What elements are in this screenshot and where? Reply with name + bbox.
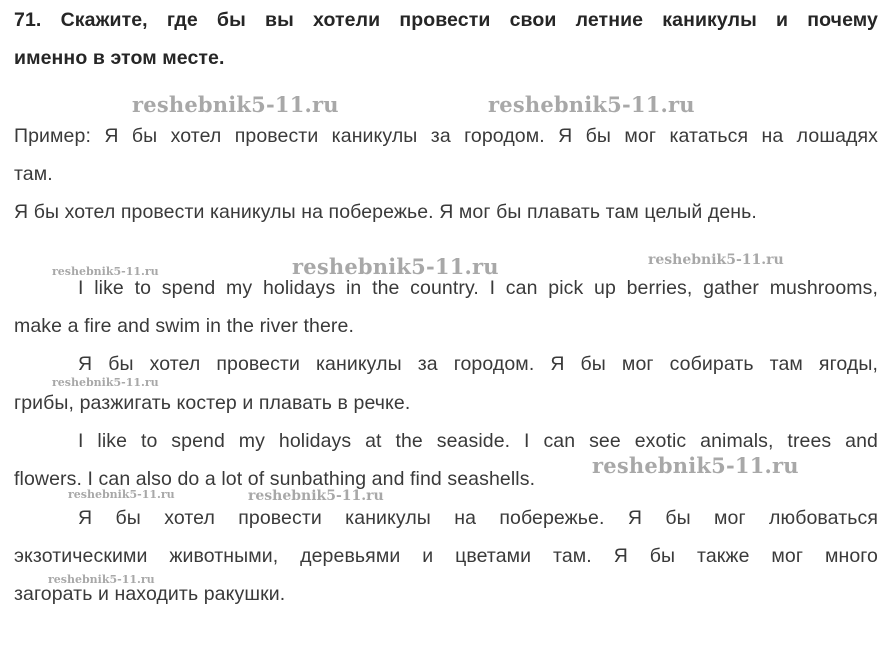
watermark-text: reshebnik5-11.ru xyxy=(132,92,339,117)
example-line-1: Пример: Я бы хотел провести каникулы за городом. Я бы мог кататься на лошадях xyxy=(14,125,878,147)
watermark-text: reshebnik5-11.ru xyxy=(52,376,159,389)
watermark-text: reshebnik5-11.ru xyxy=(592,453,799,478)
watermark-text: reshebnik5-11.ru xyxy=(68,488,175,501)
answer2-en-line-2: flowers. I can also do a lot of sunbathing and find seashells. xyxy=(14,468,536,490)
task-heading-line-2: именно в этом месте. xyxy=(14,47,225,69)
watermark-text: reshebnik5-11.ru xyxy=(248,488,384,504)
answer2-ru-line-1: Я бы хотел провести каникулы на побережье. Я бы мог любоваться xyxy=(78,507,878,529)
answer1-ru-line-2: грибы, разжигать костер и плавать в речке. xyxy=(14,392,411,414)
answer1-en-line-2: make a fire and swim in the river there. xyxy=(14,315,354,337)
example-line-3: Я бы хотел провести каникулы на побережье. Я мог бы плавать там целый день. xyxy=(14,201,757,223)
watermark-text: reshebnik5-11.ru xyxy=(292,254,499,279)
answer2-ru-line-3: загорать и находить ракушки. xyxy=(14,583,286,605)
watermark-text: reshebnik5-11.ru xyxy=(488,92,695,117)
answer1-en-line-1: I like to spend my holidays in the country. I can pick up berries, gather mushrooms, xyxy=(78,277,878,299)
watermark-text: reshebnik5-11.ru xyxy=(48,573,155,586)
task-heading-line-1: 71. Скажите, где бы вы хотели провести свои летние каникулы и почему xyxy=(14,9,878,31)
answer2-ru-line-2: экзотическими животными, деревьями и цветами там. Я бы также мог много xyxy=(14,545,878,567)
answer2-en-line-1: I like to spend my holidays at the seaside. I can see exotic animals, trees and xyxy=(78,430,878,452)
watermark-text: reshebnik5-11.ru xyxy=(52,265,159,278)
watermark-text: reshebnik5-11.ru xyxy=(648,252,784,268)
example-line-2: там. xyxy=(14,163,53,185)
answer1-ru-line-1: Я бы хотел провести каникулы за городом. Я бы мог собирать там ягоды, xyxy=(78,353,878,375)
